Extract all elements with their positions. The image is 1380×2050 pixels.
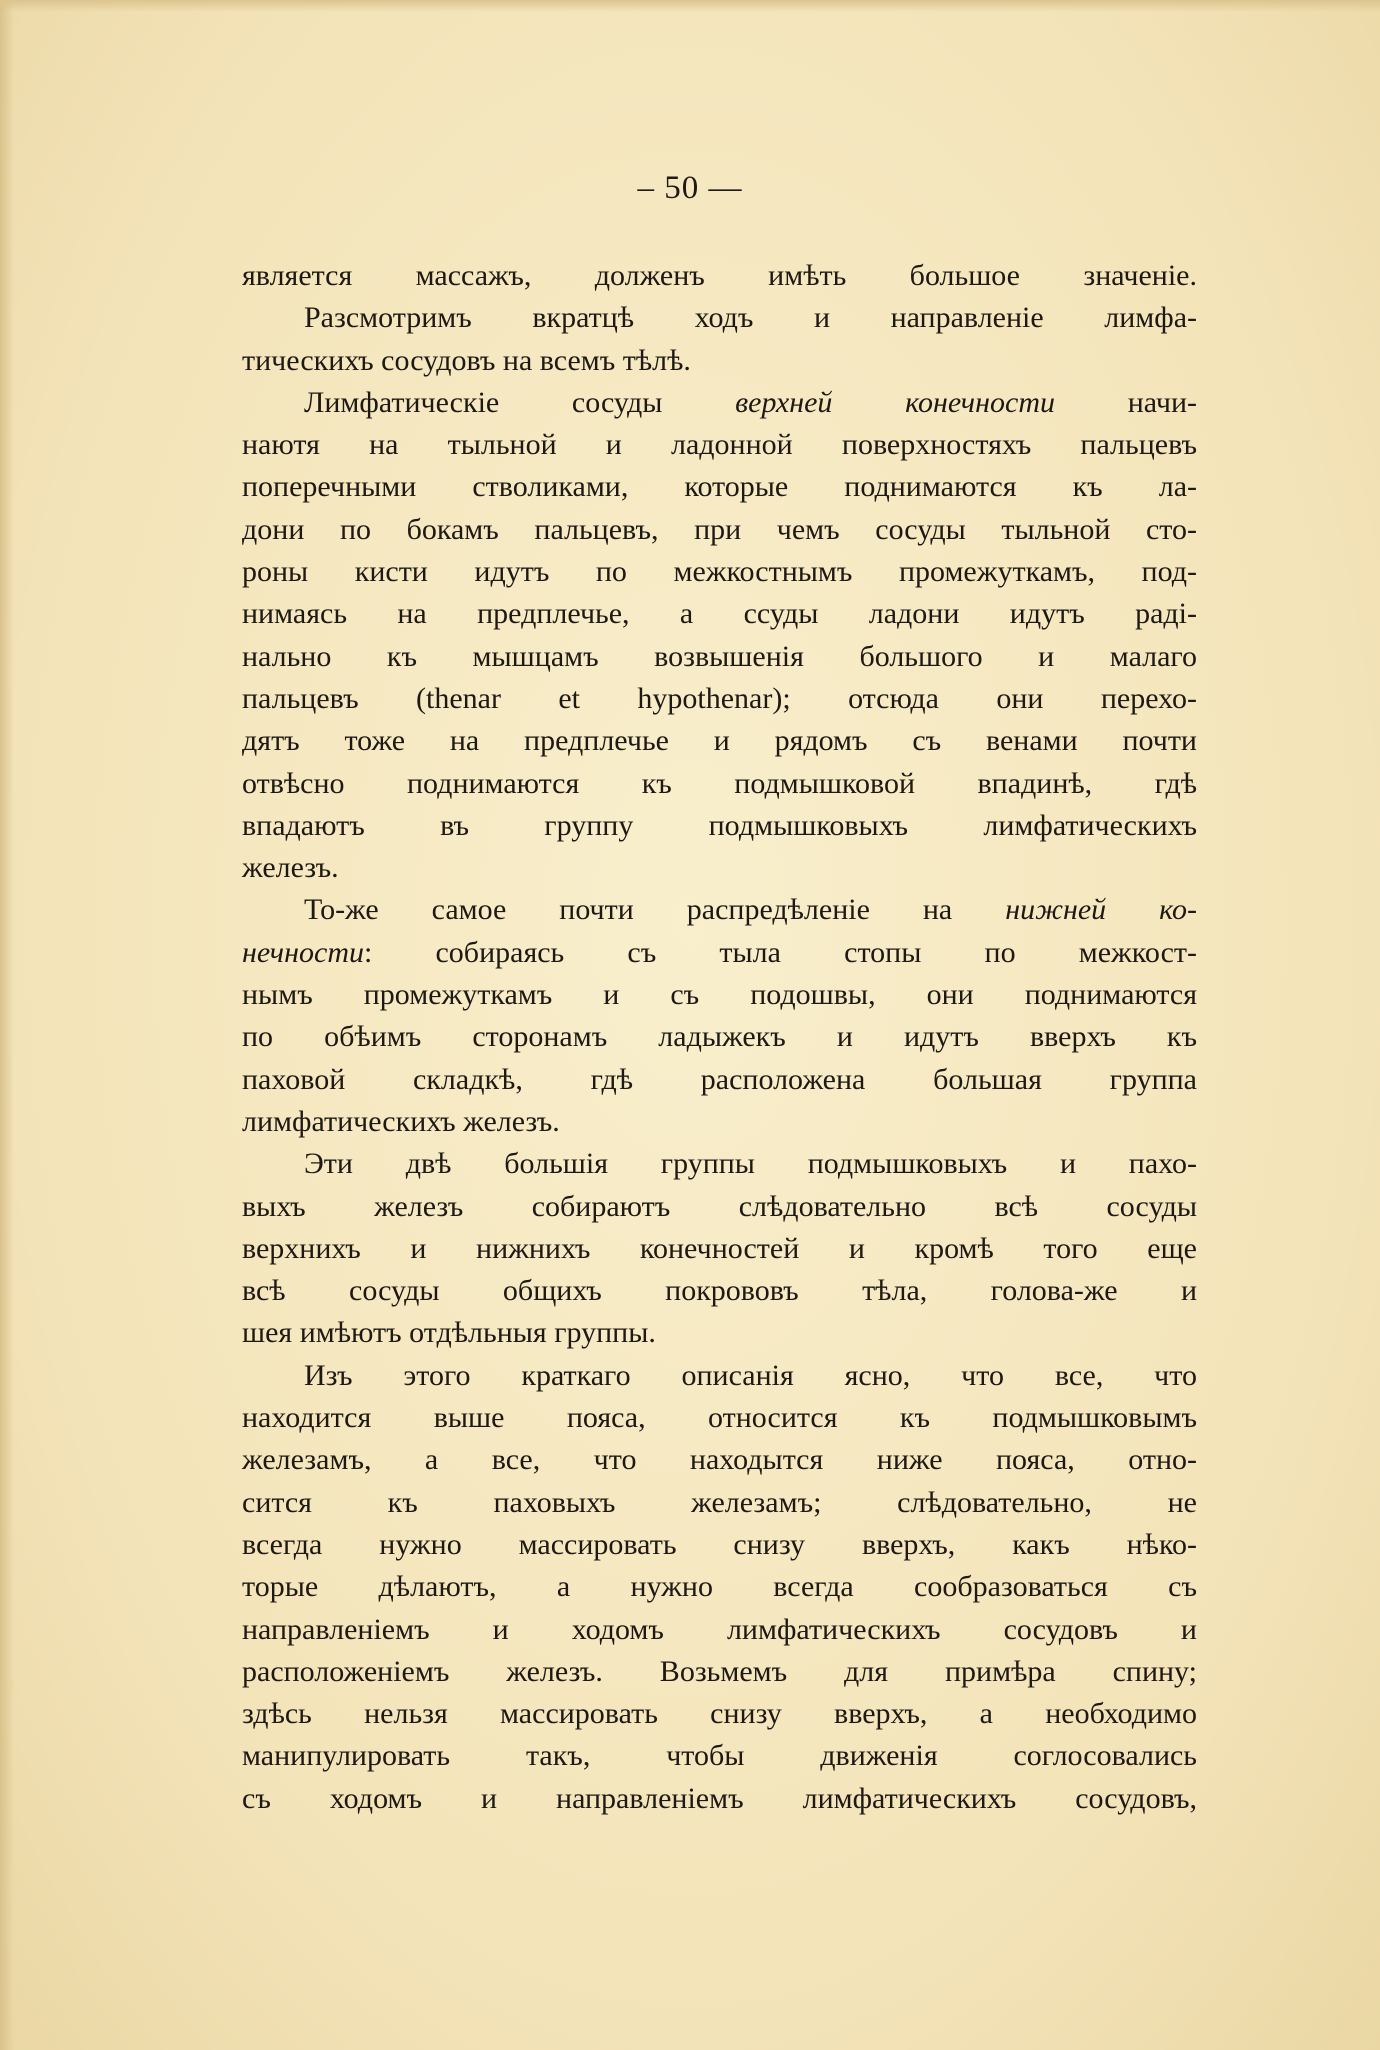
emphasis-text: верхней конечности: [735, 385, 1055, 419]
text-line: тическихъ сосудовъ на всемъ тѣлѣ.: [242, 343, 691, 377]
text-line: по обѣимъ сторонамъ ладыжекъ и идутъ вверхъ къ: [242, 1020, 1197, 1054]
text-line: шея имѣютъ отдѣльныя группы.: [242, 1316, 656, 1350]
text-run: начи-: [1054, 385, 1197, 419]
text-line: нально къ мышцамъ возвышенія большого и малаго: [242, 639, 1197, 673]
text-line: лимфатическихъ железъ.: [242, 1104, 560, 1138]
text-line: поперечными стволиками, которые поднимаются къ ла-: [242, 470, 1197, 504]
text-run: То-же самое почти распредѣленіе на: [304, 893, 1006, 927]
text-line: [242, 382, 1197, 424]
text-line: всегда нужно массировать снизу вверхъ, какъ нѣко-: [242, 1527, 1197, 1561]
text-line: отвѣсно поднимаются къ подмышковой впадинѣ, гдѣ: [242, 766, 1197, 800]
text-line: съ ходомъ и направленіемъ лимфатическихъ сосудовъ,: [242, 1781, 1197, 1815]
text-line: дони по бокамъ пальцевъ, при чемъ сосуды тыльной сто-: [242, 512, 1197, 546]
text-line: сится къ паховыхъ железамъ; слѣдовательно, не: [242, 1485, 1197, 1519]
text-line: нымъ промежуткамъ и съ подошвы, они поднимаются: [242, 978, 1197, 1012]
text-line: выхъ железъ собираютъ слѣдовательно всѣ сосуды: [242, 1189, 1197, 1223]
body-text: [242, 255, 1197, 1820]
text-line: манипулировать такъ, чтобы движенія соглосовались: [242, 1739, 1197, 1773]
text-run: : собираясь съ тыла стопы по межкост-: [363, 935, 1197, 969]
text-line: железъ.: [242, 851, 339, 885]
text-line: Разсмотримъ вкратцѣ ходъ и направленіе лимфа-: [304, 301, 1197, 335]
text-line: наютя на тыльной и ладонной поверхностяхъ пальцевъ: [242, 428, 1197, 462]
text-line: [242, 932, 1197, 974]
text-line: пальцевъ (thenar et hypothenar); отсюда они перехо-: [242, 681, 1197, 715]
page-edge-shadow-top: [0, 0, 1380, 12]
text-line: направленіемъ и ходомъ лимфатическихъ сосудовъ и: [242, 1612, 1197, 1646]
text-line: роны кисти идутъ по межкостнымъ промежуткамъ, под-: [242, 555, 1197, 589]
text-line: нимаясь на предплечье, а ссуды ладони идутъ раді-: [242, 597, 1197, 631]
emphasis-text: нечности: [242, 935, 364, 969]
page-edge-shadow-left: [0, 0, 14, 2050]
text-line: здѣсь нельзя массировать снизу вверхъ, а необходимо: [242, 1697, 1197, 1731]
text-line: впадаютъ въ группу подмышковыхъ лимфатическихъ: [242, 808, 1197, 842]
text-line: верхнихъ и нижнихъ конечностей и кромѣ того еще: [242, 1231, 1197, 1265]
text-line: находится выше пояса, относится къ подмышковымъ: [242, 1401, 1197, 1435]
text-line: торые дѣлаютъ, а нужно всегда сообразоваться съ: [242, 1570, 1197, 1604]
text-line: железамъ, а все, что находытся ниже пояса, отно-: [242, 1443, 1197, 1477]
text-line: Эти двѣ большія группы подмышковыхъ и пахо-: [304, 1147, 1197, 1181]
text-line: паховой складкѣ, гдѣ расположена большая группа: [242, 1062, 1197, 1096]
text-run: Лимфатическіе сосуды: [304, 385, 736, 419]
emphasis-text: нижней ко-: [1005, 893, 1198, 927]
text-line: дятъ тоже на предплечье и рядомъ съ венами почти: [242, 724, 1197, 758]
page-number: – 50 —: [637, 170, 743, 206]
text-line: является массажъ, долженъ имѣть большое значеніе.: [242, 259, 1197, 292]
text-line: Изъ этого краткаго описанія ясно, что все, что: [304, 1358, 1197, 1392]
text-line: всѣ сосуды общихъ покрововъ тѣла, голова-же и: [242, 1274, 1197, 1308]
text-line: [242, 889, 1197, 931]
text-line: расположеніемъ железъ. Возьмемъ для примѣра спину;: [242, 1654, 1197, 1688]
